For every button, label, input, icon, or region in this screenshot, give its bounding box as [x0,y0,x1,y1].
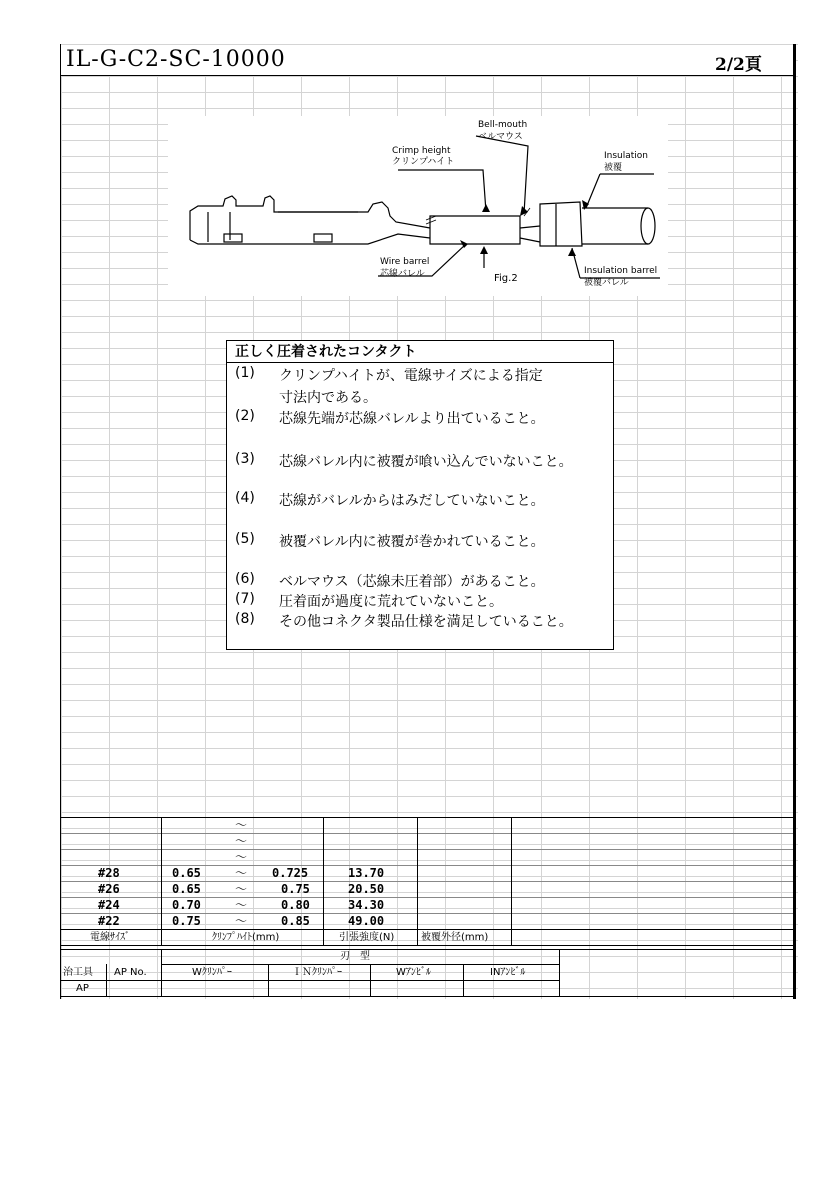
header-wire-size: 電線ｻｲｽﾞ [90,932,130,943]
crimp-max: 0.85 [281,914,310,928]
tilde: ～ [235,914,248,928]
checklist-title: 正しく圧着されたコンタクト [227,341,613,363]
item-text: ベルマウス（芯線未圧着部）があること。 [279,574,545,590]
item-text: 芯線バレル内に被覆が喰い込んでいないこと。 [279,454,573,470]
table-rule [161,949,162,996]
tilde: ～ [235,850,248,864]
table-rule [511,817,512,945]
crimp-height-label-ja: クリンプハイト [392,157,455,167]
tilde: ～ [235,866,248,880]
table-rule [61,996,793,997]
item-text: 被覆バレル内に被覆が巻かれていること。 [279,534,545,550]
tensile-strength: 20.50 [348,882,385,896]
tilde: ～ [235,834,248,848]
insulation-label-en: Insulation [604,151,649,161]
crimp-max: 0.75 [281,882,310,896]
crimp-max: 0.725 [272,866,309,880]
crimp-min: 0.70 [172,898,201,912]
item-number: (3) [235,451,255,467]
figure-caption: Fig.2 [494,273,518,284]
item-text: 圧着面が過度に荒れていないこと。 [279,594,503,610]
wire-barrel-label-ja: 芯線バレル [380,269,425,279]
w-crimper-header: Wｸﾘﾝﾊﾟｰ [192,967,232,978]
table-rule [61,980,559,981]
item-number: (7) [235,591,255,607]
table-rule [61,897,793,898]
item-text: クリンプハイトが、電線サイズによる指定 [279,368,543,384]
table-rule [161,964,559,965]
table-rule [323,817,324,945]
table-rule [61,833,793,834]
jig-header: 治工具 [63,967,93,978]
table-rule [463,964,464,996]
item-text: 芯線がバレルからはみだしていないこと。 [279,493,545,509]
crimp-min: 0.65 [172,866,201,880]
crimp-diagram [168,116,668,296]
item-text: その他コネクタ製品仕様を満足していること。 [279,614,573,630]
table-rule [61,849,793,850]
page-number: 2/2頁 [715,55,762,75]
tensile-strength: 13.70 [348,866,385,880]
ap-label: AP [76,983,89,994]
ap-no-header: AP No. [114,967,147,978]
item-number: (5) [235,531,255,547]
item-text: 寸法内である。 [279,390,377,406]
bell-mouth-label-en: Bell-mouth [478,120,528,130]
crimp-height-label-en: Crimp height [392,146,451,156]
item-number: (1) [235,365,255,381]
blade-type-header: 刃 型 [340,951,370,962]
insulation-barrel-label-en: Insulation barrel [584,266,658,276]
tilde: ～ [235,818,248,832]
item-number: (8) [235,611,255,627]
table-rule [61,865,793,866]
in-crimper-header: ＩＮｸﾘﾝﾊﾟｰ [292,967,342,978]
w-anvil-header: Wｱﾝﾋﾞﾙ [396,967,431,978]
header-crimp-height: ｸﾘﾝﾌﾟﾊｲﾄ(mm) [212,932,280,943]
table-rule [61,945,793,946]
tensile-strength: 34.30 [348,898,385,912]
table-rule [61,949,793,950]
insulation-label-ja: 被覆 [604,163,623,173]
document-id: IL-G-C2-SC-10000 [66,47,286,72]
table-rule [268,964,269,996]
bell-mouth-label-ja: ベルマウス [478,132,523,142]
table-rule [417,817,418,945]
table-rule [106,964,107,996]
crimp-min: 0.65 [172,882,201,896]
table-rule [370,964,371,996]
insulation-barrel-label-ja: 被覆バレル [584,278,629,288]
item-number: (4) [235,490,255,506]
wire-size: #22 [98,914,120,928]
wire-barrel-label-en: Wire barrel [380,257,430,267]
item-number: (2) [235,408,255,424]
item-number: (6) [235,571,255,587]
page-right-border [793,44,796,999]
table-rule [61,817,793,818]
table-rule [161,817,162,945]
header-insulation-od: 被覆外径(mm) [421,932,489,943]
header-tensile: 引張強度(N) [339,932,395,943]
table-rule [61,881,793,882]
in-anvil-header: INｱﾝﾋﾞﾙ [490,967,526,978]
crimp-max: 0.80 [281,898,310,912]
crimp-min: 0.75 [172,914,201,928]
tilde: ～ [235,898,248,912]
table-rule [61,913,793,914]
wire-size: #24 [98,898,120,912]
item-text: 芯線先端が芯線バレルより出ていること。 [279,411,545,427]
table-rule [559,949,560,996]
table-rule [61,929,793,930]
wire-size: #28 [98,866,120,880]
wire-size: #26 [98,882,120,896]
tensile-strength: 49.00 [348,914,385,928]
tilde: ～ [235,882,248,896]
crimp-checklist [226,340,614,650]
